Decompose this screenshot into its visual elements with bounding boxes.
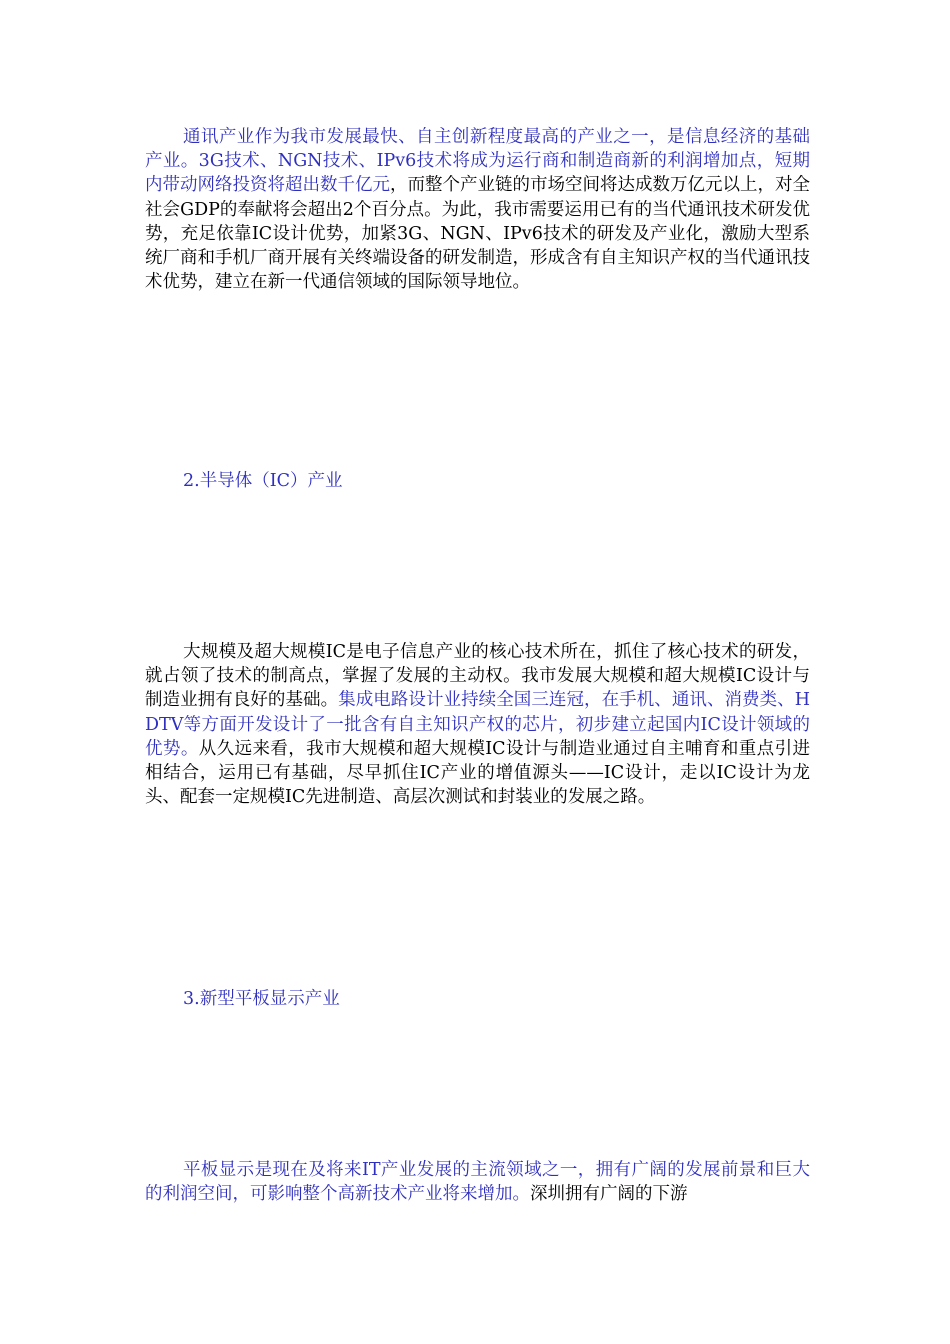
- paragraph-text: 大规模及超大规模IC是电子信息产业的核心技术所在，抓住了核心技术的研发，就占领了技术的制高点，掌握了发展的主动权。我市发展大规模和超大规模IC设计与制造业拥有良好的基础。: [145, 642, 810, 711]
- paragraph-text-highlight: 平板显示是现在及将来IT产业发展的主流领域之一，拥有广阔的发展前景和巨大的利润空间，可影响整个高新技术产业将来增加。: [145, 1160, 810, 1205]
- paragraph-flat-panel-display: [145, 1158, 810, 1206]
- paragraph-telecom-industry: [145, 125, 810, 294]
- paragraph-text: 深圳拥有广阔的下游: [530, 1184, 688, 1205]
- paragraph-text: ，而整个产业链的市场空间将达成数万亿元以上，对全社会GDP的奉献将会超出2个百分点。为此，我市需要运用已有的当代通讯技术研发优势，充足依靠IC设计优势，加紧3G、NGN、IPv6技术的研发及产业化，激励大型系统厂商和手机厂商开展有关终端设备的研发制造，形成含有自主知识产权的当代通讯技术优势，建立在新一代通信领域的国际领导地位。: [145, 175, 810, 293]
- paragraph-text-highlight: 集成电路设计业持续全国三连冠，在手机、通讯、消费类、HDTV等方面开发设计了一批含有自主知识产权的芯片，初步建立起国内IC设计领域的优势。: [145, 690, 811, 759]
- paragraph-semiconductor-industry: [145, 640, 810, 809]
- paragraph-text: 从久远来看，我市大规模和超大规模IC设计与制造业通过自主哺育和重点引进相结合，运用已有基础，尽早抓住IC产业的增值源头——IC设计，走以IC设计为龙头、配套一定规模IC先进制造、高层次测试和封装业的发展之路。: [145, 738, 810, 808]
- section-heading-flat-panel-display: 3.新型平板显示产业: [183, 989, 340, 1009]
- paragraph-text-highlight: 通讯产业作为我市发展最快、自主创新程度最高的产业之一，是信息经济的基础产业。3G技术、NGN技术、IPv6技术将成为运行商和制造商新的利润增加点，短期内带动网络投资将超出数千亿元: [145, 127, 810, 196]
- section-heading-semiconductor: 2.半导体（IC）产业: [183, 471, 343, 491]
